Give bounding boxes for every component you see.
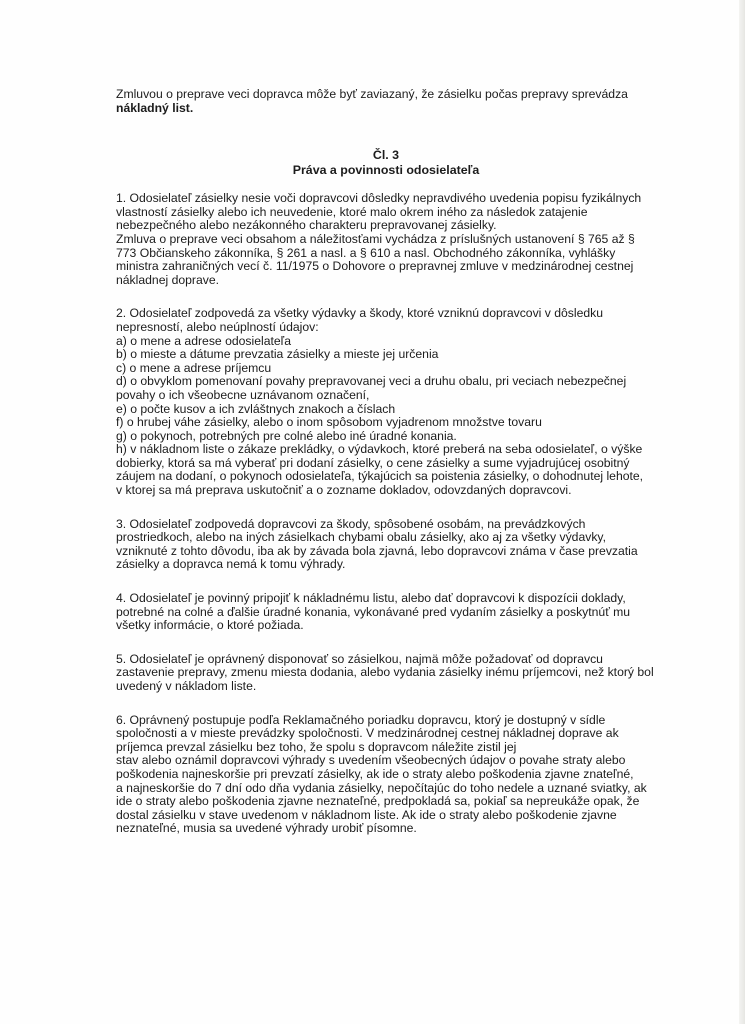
list-item: povahy o ich všeobecne uznávanom označení, [116,387,370,402]
page-edge-shadow [739,0,745,1024]
text-line: neznateľné, musia sa uvedené výhrady urobiť písomne. [116,821,417,836]
text-line: nákladnej doprave. [116,272,219,287]
list-item: dobierky, ktorá sa má vyberať pri dodaní zásielky, o cene zásielky a sume vyjadrujúcej osobitný [116,455,630,470]
list-item: h) v nákladnom liste o zákaze prekládky, o výdavkoch, ktoré preberá na seba odosielateľ, o výške [116,442,643,457]
text-line: nebezpečného alebo nezákonného charakteru prepravovanej zásielky. [116,218,497,233]
text-line: 3. Odosielateľ zodpovedá dopravcovi za škody, spôsobené osobám, na prevádzkových [116,516,586,531]
list-item: e) o počte kusov a ich zvláštnych znakoch a číslach [116,401,396,416]
text-line: nepresností, alebo neúplností údajov: [116,319,319,334]
section-4-paragraph [116,592,656,633]
text-line: prostriedkoch, alebo na iných zásielkach chybami obalu zásielky, ako aj za všetky výdavky, [116,530,606,545]
text-line: príjemca prevzal zásielku bez toho, že spolu s dopravcom náležite zistil jej [116,739,517,754]
text-line: 5. Odosielateľ je oprávnený disponovať so zásielkou, najmä môže požadovať od dopravcu [116,651,603,666]
document-body [116,88,656,856]
text-line: poškodenia najneskoršie pri prevzatí zásielky, ak ide o straty alebo poškodenia zjavne znateľné, [116,766,634,781]
text-line: všetky informácie, o ktoré požiada. [116,618,304,633]
section-3 [116,518,656,572]
list-item: v ktorej sa má preprava uskutočniť a o zozname dokladov, odovzdaných dopravcovi. [116,483,572,498]
section-2-paragraph [116,307,656,497]
section-6 [116,714,656,836]
article-heading [116,148,656,178]
list-item: b) o mieste a dátume prevzatia zásielky a mieste jej určenia [116,347,439,362]
text-line: spoločnosti a v mieste prevádzky spoločnosti. V medzinárodnej cestnej nákladnej doprave ak [116,726,619,741]
list-item: záujem na dodaní, o pokynoch odosielateľa, týkajúcich sa poistenia zásielky, o dohodnutej lehote, [116,469,644,484]
text-line: 2. Odosielateľ zodpovedá za všetky výdavky a škody, ktoré vzniknú dopravcovi v dôsledku [116,306,604,321]
article-title: Práva a povinnosti odosielateľa [292,163,480,178]
text-line: stav alebo oznámil dopravcovi výhrady s uvedením všeobecných údajov o povahe straty alebo [116,753,626,768]
text-line: 4. Odosielateľ je povinný pripojiť k nákladnému listu, alebo dať dopravcovi k dispozícii doklady, [116,591,626,606]
list-item: f) o hrubej váhe zásielky, alebo o inom spôsobom vyjadrenom množstve tovaru [116,415,542,430]
section-2 [116,307,656,497]
section-1-paragraph [116,192,656,287]
text-line: a najneskoršie do 7 dní odo dňa vydania zásielky, nepočítajúc do toho nedele a uznané sviatky, ak [116,780,647,795]
text-line: uvedený v nákladom liste. [116,679,257,693]
text-line: 773 Občianskeho zákonníka, § 261 a nasl. a § 610 a nasl. Obchodného zákonníka, vyhlášky [116,245,616,260]
section-6-paragraph [116,714,656,836]
text-line: potrebné na colné a ďalšie úradné konania, vykonávané pred vydaním zásielky a poskytnúť mu [116,604,631,619]
text-line: Zmluva o preprave veci obsahom a náležitosťami vychádza z príslušných ustanovení § 765 až § [116,231,635,246]
section-5 [116,653,656,694]
text-line: dostal zásielku v stave uvedenom v nákladnom liste. Ak ide o straty alebo poškodenie zjavne [116,807,617,822]
section-1 [116,192,656,287]
text-line: vlastností zásielky alebo ich neuvedenie, ktoré malo okrem iného za následok zatajenie [116,204,588,219]
intro-paragraph [116,88,656,115]
text-line: 6. Oprávnený postupuje podľa Reklamačného poriadku dopravcu, ktorý je dostupný v sídle [116,712,606,727]
section-4 [116,592,656,633]
text-line: 1. Odosielateľ zásielky nesie voči dopravcovi dôsledky nepravdivého uvedenia popisu fyzikálnych [116,191,642,206]
list-item: g) o pokynoch, potrebných pre colné alebo iné úradné konania. [116,428,457,443]
text-line: vzniknuté z tohto dôvodu, iba ak by závada bola zjavná, lebo dopravcovi známa v čase prevzatia [116,543,638,558]
text-line: zásielky a dopravca nemá k tomu výhrady. [116,557,346,572]
list-item: c) o mene a adrese príjemcu [116,360,272,375]
intro-bold-text: nákladný list. [116,100,194,115]
section-5-paragraph [116,653,656,694]
intro-line: Zmluvou o preprave veci dopravca môže byť zaviazaný, že zásielku počas prepravy sprevádza [116,87,628,101]
list-item: a) o mene a adrese odosielateľa [116,333,291,348]
section-3-paragraph [116,518,656,572]
text-line: ministra zahraničných vecí č. 11/1975 o Dohovore o prepravnej zmluve v medzinárodnej cestnej [116,259,634,274]
list-item: d) o obvyklom pomenovaní povahy prepravovanej veci a druhu obalu, pri veciach nebezpečnej [116,374,627,389]
text-line: ide o straty alebo poškodenia zjavne neznateľné, predpokladá sa, pokiaľ sa nepreukáže opak, že [116,794,640,809]
text-line: zastavenie prepravy, zmenu miesta dodania, alebo vydania zásielky inému príjemcovi, než ktorý bol [116,665,654,680]
article-number: Čl. 3 [372,148,400,163]
